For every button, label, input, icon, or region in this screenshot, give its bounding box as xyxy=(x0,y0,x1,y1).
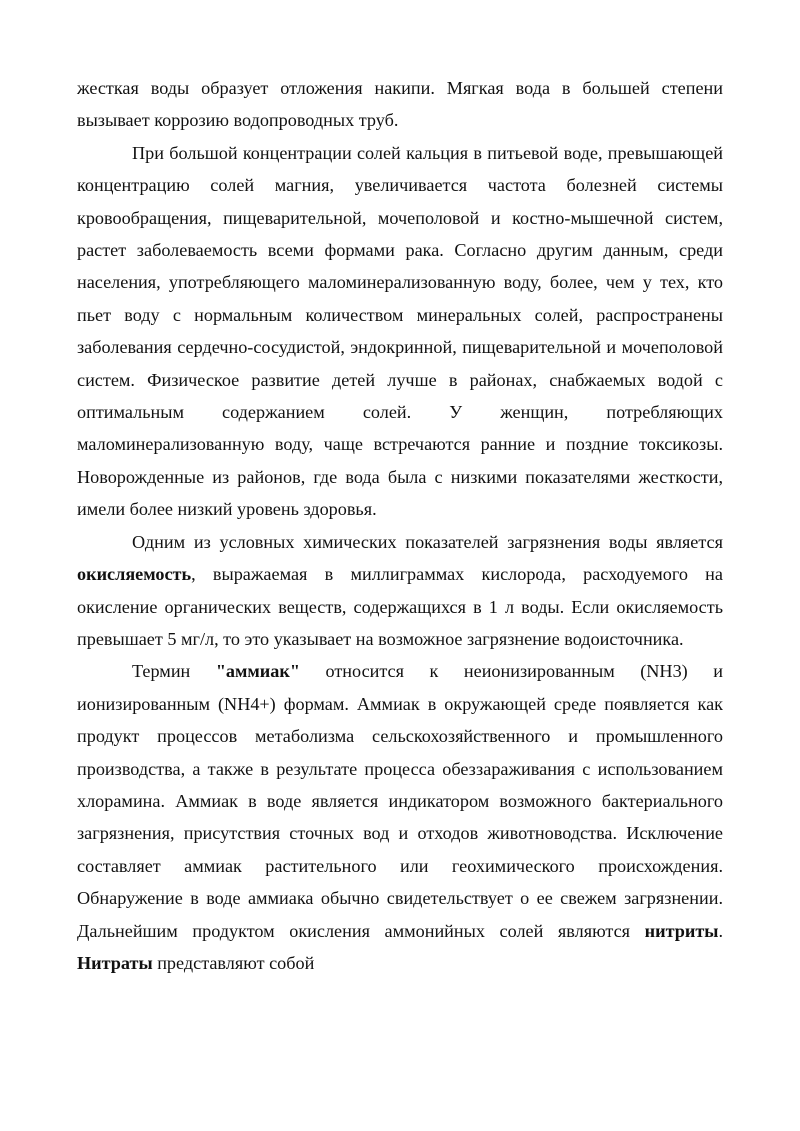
term-nitrates: Нитраты xyxy=(77,952,153,973)
paragraph-hardness-intro xyxy=(77,72,723,137)
term-oxidizability: окисляемость xyxy=(77,564,192,585)
paragraph-text: относится к неионизированным (NH3) и ионизированным (NH4+) формам. Аммиак в окружающей среде появляется как продукт процессов метаболизма сельскохозяйственного и промышленного производства, а также в результате процесса обеззараживания с использованием хлорамина. Аммиак в воде является индикатором возможного бактериального загрязнения, присутствия сточных вод и отходов животноводства. Исключение составляет аммиак растительного или геохимического происхождения. Обнаружение в воде аммиака обычно свидетельствует о ее свежем загрязнении. Дальнейшим продуктом окисления аммонийных солей являются xyxy=(77,661,723,941)
document-body xyxy=(77,72,723,979)
paragraph-text: жесткая воды образует отложения накипи. Мягкая вода в большей степени вызывает коррозию водопроводных труб. xyxy=(77,78,723,131)
paragraph-text: , выражаемая в миллиграммах кислорода, расходуемого на окисление органических веществ, содержащихся в 1 л воды. Если окисляемость превышает 5 мг/л, то это указывает на возможное загрязнение водоисточника. xyxy=(77,564,723,649)
paragraph-oxidizability xyxy=(77,526,723,656)
term-ammonia: "аммиак" xyxy=(215,661,300,682)
paragraph-text: При большой концентрации солей кальция в питьевой воде, превышающей концентрацию солей магния, увеличивается частота болезней системы кровообращения, пищеварительной, мочеполовой и костно-мышечной систем, растет заболеваемость всеми формами рака. Согласно другим данным, среди населения, употребляющего маломинерализованную воду, более, чем у тех, кто пьет воду с нормальным количеством минеральных солей, распространены заболевания сердечно-сосудистой, эндокринной, пищеварительной и мочеполовой систем. Физическое развитие детей лучше в районах, снабжаемых водой с оптимальным содержанием солей. У женщин, потребляющих маломинерализованную воду, чаще встречаются ранние и поздние токсикозы. Новорожденные из районов, где вода была с низкими показателями жесткости, имели более низкий уровень здоровья. xyxy=(77,142,723,520)
paragraph-text: Одним из условных химических показателей загрязнения воды является xyxy=(132,531,723,552)
paragraph-text: Термин xyxy=(132,661,216,682)
paragraph-text: представляют собой xyxy=(152,952,315,973)
paragraph-calcium-health xyxy=(77,137,723,526)
paragraph-text: . xyxy=(718,920,723,941)
paragraph-ammonia xyxy=(77,655,723,979)
term-nitrites: нитриты xyxy=(644,920,719,941)
